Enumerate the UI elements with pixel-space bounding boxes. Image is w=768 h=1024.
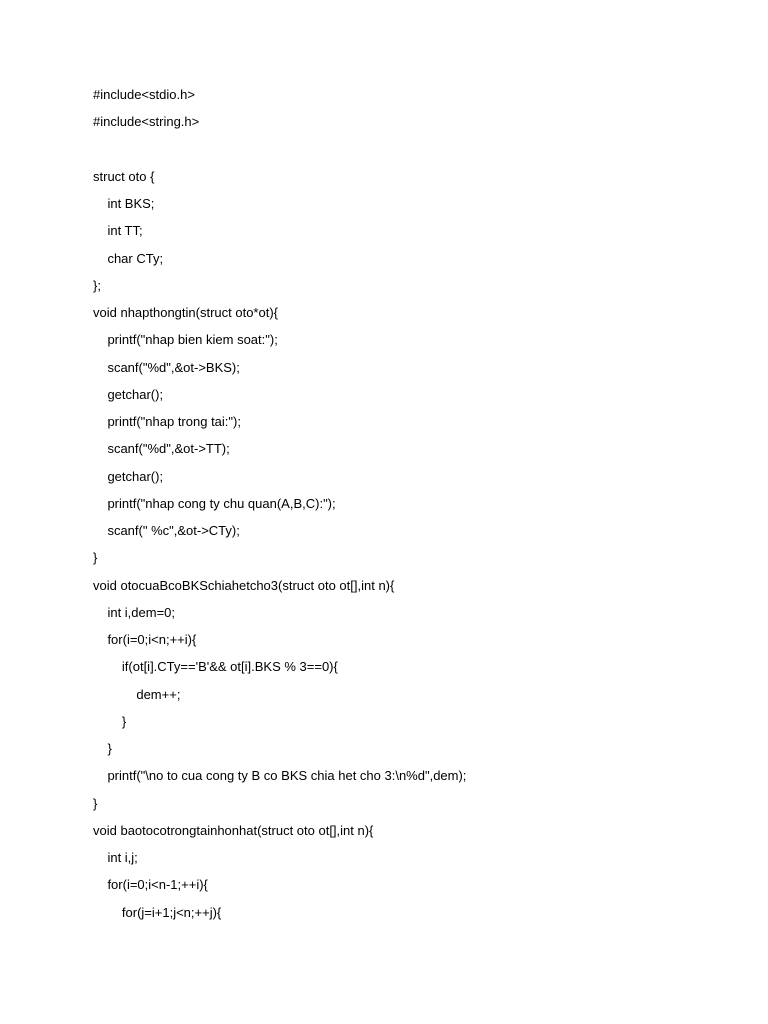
code-line: int TT; — [93, 223, 143, 239]
code-line: printf("nhap bien kiem soat:"); — [93, 332, 278, 348]
code-line: printf("nhap trong tai:"); — [93, 414, 241, 429]
code-line: } — [93, 713, 127, 729]
code-line: int BKS; — [93, 196, 155, 211]
code-line: getchar(); — [93, 386, 164, 402]
code-line: for(j=i+1;j<n;++j){ — [93, 904, 222, 920]
code-block — [93, 86, 466, 931]
code-line: dem++; — [93, 686, 181, 702]
code-line: int i,j; — [93, 850, 138, 865]
code-line: int i,dem=0; — [93, 604, 176, 620]
code-line: }; — [93, 277, 101, 293]
code-line: void otocuaBcoBKSchiahetcho3(struct oto ot[],int n){ — [93, 577, 395, 593]
code-line: for(i=0;i<n-1;++i){ — [93, 877, 208, 893]
code-line: void baotocotrongtainhonhat(struct oto ot[],int n){ — [93, 822, 374, 838]
code-line: scanf("%d",&ot->BKS); — [93, 359, 240, 375]
code-line: } — [93, 741, 112, 756]
code-line: scanf(" %c",&ot->CTy); — [93, 523, 240, 538]
code-line: struct oto { — [93, 168, 155, 184]
code-line: scanf("%d",&ot->TT); — [93, 441, 230, 457]
code-line: getchar(); — [93, 468, 164, 484]
code-line: } — [93, 550, 98, 566]
code-line — [93, 141, 466, 168]
code-line: void nhapthongtin(struct oto*ot){ — [93, 305, 279, 320]
code-line: #include<string.h> — [93, 114, 200, 130]
code-line: if(ot[i].CTy=='B'&& ot[i].BKS % 3==0){ — [93, 659, 338, 675]
code-line: printf("nhap cong ty chu quan(A,B,C):"); — [93, 495, 336, 511]
code-line: for(i=0;i<n;++i){ — [93, 632, 197, 647]
code-line: } — [93, 795, 98, 811]
code-line: char CTy; — [93, 250, 164, 266]
code-line: #include<stdio.h> — [93, 87, 195, 102]
code-line: printf("\no to cua cong ty B co BKS chia het cho 3:\n%d",dem); — [93, 768, 467, 784]
